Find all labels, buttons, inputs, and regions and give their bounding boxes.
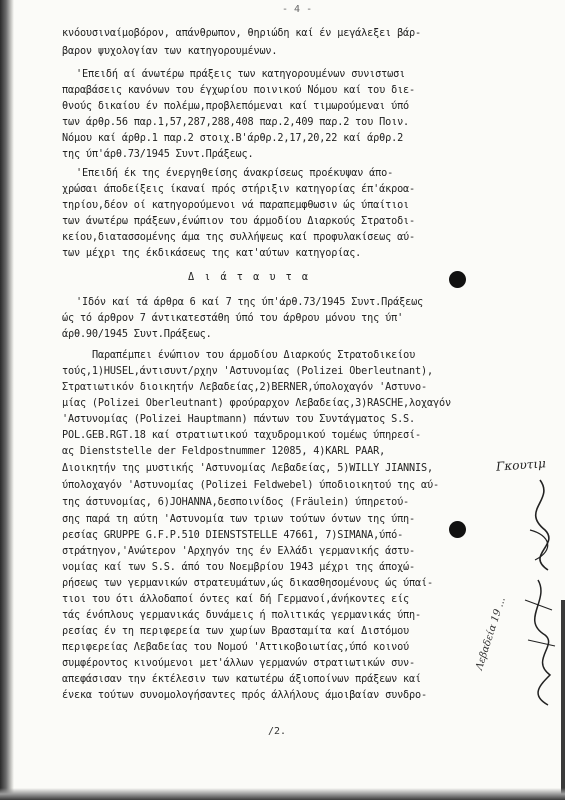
text-line: συμφέροντος κινούμενοι μετ'άλλων γερμανών στρατιωτικών συν- xyxy=(62,658,416,669)
text-line: Δ ι ά τ α υ τ α xyxy=(188,272,311,283)
text-line: 'Επειδή έκ της ένεργηθείσης άνακρίσεως προέκυψαν άπο- xyxy=(76,168,394,179)
text-line: ύπολοχαγόν 'Αστυνομίας (Polizei Feldwebel) ύποδιοικητού της αύ- xyxy=(62,480,439,491)
punch-hole xyxy=(449,521,466,538)
text-line: ρήσεως των γερμανικών στρατευμάτων,ώς δικασθησομένους ώς ύπαί- xyxy=(62,578,433,589)
scan-left-edge-shadow xyxy=(0,0,14,800)
text-line: ας Dienststelle der Feldpostnummer 12085, 4)KARL PAAR, xyxy=(62,446,386,457)
text-line: παραβάσεις κανόνων του έγχωρίου ποινικού Νόμου καί του διε- xyxy=(62,85,416,96)
scan-right-edge xyxy=(561,600,565,800)
text-line: ρεσίας έν τη περιφερεία των χωρίων Βρασταμίτα καί Διστόμου xyxy=(62,626,410,637)
text-line: ένεκα τούτων συνομολογήσαντες πρός άλλήλους άμοιβαίαν συνδρο- xyxy=(62,690,427,701)
text-line: Νόμου καί άρθρ.1 παρ.2 στοιχ.Β'άρθρ.2,17,20,22 καί άρθρ.2 xyxy=(62,133,404,144)
text-line: στράτηγον,'Ανώτερον 'Αρχηγόν της έν Ελλάδι γερμανικής άστυ- xyxy=(62,546,416,557)
text-line: τάς ένόπλους γερμανικάς δυνάμεις ή πολιτικάς γερμανικάς ύπη- xyxy=(62,610,422,621)
text-line: Διοικητήν της μυστικής 'Αστυνομίας Λεβαδείας, 5)WILLY JIANNIS, xyxy=(62,463,433,474)
handwritten-date-note: Λεβαδεία 19 ... xyxy=(474,595,508,672)
text-line: 'Ιδόν καί τά άρθρα 6 καί 7 της ύπ'άρθ.73/1945 Συντ.Πράξεως xyxy=(76,297,424,308)
handwritten-signature xyxy=(500,470,560,710)
text-line: 'Αστυνομίας (Polizei Hauptmann) πάντων του Συντάγματος S.S. xyxy=(62,414,416,425)
margin-handwritten-note: Γκουτιμ xyxy=(495,456,547,474)
text-line: των άνωτέρω πράξεων,ένώπιον του άρμοδίου Διαρκούς Στρατοδι- xyxy=(62,216,416,227)
page-footer-mark: /2. xyxy=(268,726,287,737)
text-line: άρθ.90/1945 Συντ.Πράξεως. xyxy=(62,329,212,340)
page-number: - 4 - xyxy=(282,4,313,15)
text-line: νομίας καί των S.S. άπό του Νοεμβρίου 1943 μέχρι της άποχώ- xyxy=(62,562,416,573)
scan-bottom-edge-shadow xyxy=(0,788,565,800)
text-line: Στρατιωτικόν διοικητήν Λεβαδείας,2)BERNER,ύπολοχαγόν 'Αστυνο- xyxy=(62,382,427,393)
text-line: POL.GEB.RGT.18 καί στρατιωτικού ταχυδρομικού τομέως ύπηρεσί- xyxy=(62,430,422,441)
text-line: της ύπ'άρθ.73/1945 Συντ.Πράξεως. xyxy=(62,149,254,160)
text-line: ρεσίας GRUPPE G.F.P.510 DIENSTSTELLE 47661, 7)SIMANA,ύπό- xyxy=(62,530,404,541)
text-line: τούς,1)HUSEL,άντισυντ/ρχην 'Αστυνομίας (Polizei Oberleutnant), xyxy=(62,366,433,377)
text-line: περιφερείας Λεβαδείας του Νομού 'Αττικοβοιωτίας,ύπό κοινού xyxy=(62,642,410,653)
text-line: 'Επειδή αί άνωτέρω πράξεις των κατηγορουμένων συνιστωσι xyxy=(76,69,406,80)
text-line: μίας (Polizei Oberleutnant) φρούραρχον Λεβαδείας,3)RASCHE,λοχαγόν xyxy=(62,398,451,409)
text-line: τηρίου,δέον οί κατηγορούμενοι νά παραπεμφθωσιν ώς ύπαίτιοι xyxy=(62,200,410,211)
text-line: των μέχρι της έκδικάσεως της κατ'αύτων κατηγορίας. xyxy=(62,248,362,259)
text-line: σης παρά τη αύτη 'Αστυνομία των τριων τούτων όντων της ύπη- xyxy=(62,514,416,525)
text-line: των άρθρ.56 παρ.1,57,287,288,408 παρ.2,409 παρ.2 του Ποιν. xyxy=(62,117,410,128)
text-line: βαρον ψυχολογίαν των κατηγορουμένων. xyxy=(62,46,278,57)
text-line: θνούς δικαίου έν πολέμω,προβλεπόμεναι καί τιμωρούμεναι ύπό xyxy=(62,101,410,112)
punch-hole xyxy=(449,271,466,288)
text-line: Παραπέμπει ένώπιον του άρμοδίου Διαρκούς Στρατοδικείου xyxy=(92,350,416,361)
text-line: τιοι του ότι άλλοδαποί όντες καί δή Γερμανοί,άνήκοντες είς xyxy=(62,594,410,605)
text-line: κείου,διατασσομένης άμα της συλλήψεως καί προφυλακίσεως αύ- xyxy=(62,232,416,243)
text-line: χρώσαι άποδείξεις ίκαναί πρός στήριξιν κατηγορίας έπ'άκροα- xyxy=(62,184,416,195)
text-line: απεφάσισαν την έκτέλεσιν των κατωτέρω άξιοποίνων πράξεων καί xyxy=(62,674,422,685)
text-line: ώς τό άρθρον 7 άντικατεστάθη ύπό του άρθρου μόνου της ύπ' xyxy=(62,313,404,324)
text-line: της άστυνομίας, 6)JOHANNA,δεσποινίδος (Fräulein) ύπηρετού- xyxy=(62,497,410,508)
text-line: κνόουσιναίμοβόρον, απάνθρωπον, θηριώδη καί έν μεγάλεξει βάρ- xyxy=(62,28,422,39)
